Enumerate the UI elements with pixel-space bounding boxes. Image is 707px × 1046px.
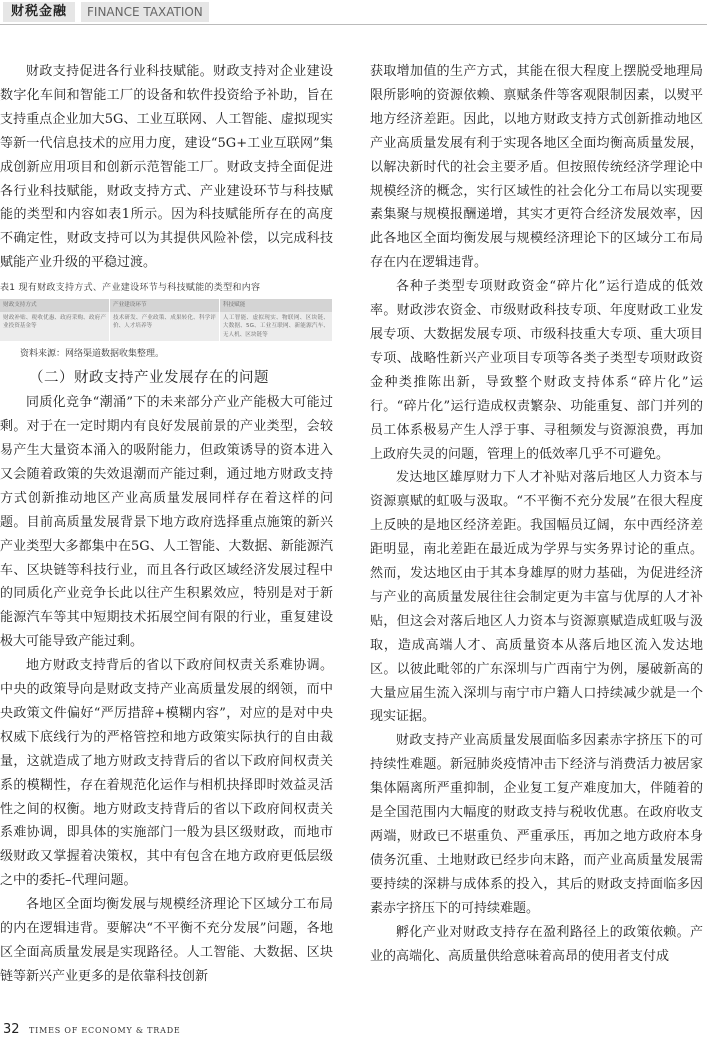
paragraph: 各地区全面均衡发展与规模经济理论下区域分工布局的内在逻辑违背。要解决“不平衡不充分发展”问题，各地区全面高质量发展是实现路径。人工智能、大数据、区块链等新兴产业更多的是依靠科技创新 bbox=[0, 897, 333, 984]
paragraph: 获取增加值的生产方式，其能在很大程度上摆脱受地理局限所影响的资源依赖、禀赋条件等客观限制因素，以熨平地方经济差距。因此，以地方财政支持方式创新推动地区产业高质量发展有利于实现各地区全面均衡高质量发展，以解决新时代的社会主要矛盾。但按照传统经济学理论中规模经济的概念，实行区域性的社会化分工布局以实现要素集聚与规模报酬递增，其实才更符合经济发展效率，因此各地区全面均衡发展与规模经济理论下的区域分工布局存在内在逻辑违背。 bbox=[370, 64, 703, 271]
section-title-en: FINANCE TAXATION bbox=[81, 2, 209, 22]
paragraph: 孵化产业对财政支持存在盈利路径上的政策依赖。产业的高端化、高质量供给意味着高昂的使用者支付成 bbox=[370, 924, 703, 964]
header-divider bbox=[0, 24, 707, 25]
page-footer bbox=[0, 1022, 707, 1042]
section-heading: （二）财政支持产业发展存在的问题 bbox=[29, 370, 269, 387]
table-header-row bbox=[0, 299, 333, 312]
table-header-cell: 财政支持方式 bbox=[0, 299, 109, 312]
table-cell: 人工智能、虚拟现实、物联网、区块链、大数据、5G、工业互联网、新能源汽车、无人机、区块链等 bbox=[219, 312, 332, 342]
table-header-cell: 产业建设环节 bbox=[109, 299, 219, 312]
paragraph: 同质化竞争“潮涌”下的未来部分产业产能极大可能过剩。对于在一定时期内有良好发展前景的产业类型，会较易产生大量资本涌入的吸附能力，但政策诱导的资本进入又会随着政策的失效退潮而产能过剩，通过地方财政支持方式创新推动地区产业高质量发展同样存在着这样的问题。目前高质量发展背景下地方政府选择重点施策的新兴产业类型大多都集中在5G、人工智能、大数据、新能源汽车、区块链等科技行业，而且各行政区域经济发展过程中的同质化产业竞争长此以往产生积累效应，特别是对于新能源汽车等其中短期技术拓展空间有限的行业，重复建设极大可能导致产能过剩。 bbox=[0, 395, 333, 650]
table-source-note: 资料来源：网络渠道数据收集整理。 bbox=[20, 349, 165, 360]
paragraph: 各种子类型专项财政资金“碎片化”运行造成的低效率。财政涉农资金、市级财政科技专项、年度财政工业发展专项、大数据发展专项、市级科技重大专项、重大项目专项、战略性新兴产业项目专项等各类子类型专项财政资金种类推陈出新，导致整个财政支持体系“碎片化”运行。“碎片化”运行造成权责繁杂、功能重复、部门并列的员工体系极易产生人浮于事、寻租频发与资源浪费，再加上政府失灵的问题，管理上的低效率几乎不可避免。 bbox=[370, 279, 703, 462]
page-number: 32 bbox=[3, 1022, 20, 1037]
table-row bbox=[0, 312, 333, 342]
table-1 bbox=[0, 299, 333, 341]
journal-name: TIMES OF ECONOMY & TRADE bbox=[29, 1026, 181, 1035]
table-cell: 技术研发、产业政策、成果转化、科学评价、人才培养等 bbox=[109, 312, 219, 342]
table-header-cell: 科技赋能 bbox=[219, 299, 332, 312]
page-header bbox=[0, 0, 707, 26]
table-cell: 财政补贴、税收优惠、政府采购、政府产业投资基金等 bbox=[0, 312, 109, 342]
paragraph: 财政支持产业高质量发展面临多因素赤字挤压下的可持续性难题。新冠肺炎疫情冲击下经济与消费活力被居家集体隔离所严重抑制，企业复工复产难度加大，伴随着的是全国范围内大幅度的财政支持与税收优惠。在政府收支两端，财政已不堪重负、严重承压，再加之地方政府本身债务沉重、土地财政已经步向末路，而产业高质量发展需要持续的深耕与成体系的投入，其后的财政支持面临多因素赤字挤压下的可持续难题。 bbox=[370, 733, 703, 916]
paragraph: 发达地区雄厚财力下人才补贴对落后地区人力资本与资源禀赋的虹吸与汲取。“不平衡不充分发展”在很大程度上反映的是地区经济差距。我国幅员辽阔，东中西经济差距明显，南北差距在最近成为学界与实务界讨论的重点。然而，发达地区由于其本身雄厚的财力基础，为促进经济与产业的高质量发展往往会制定更为丰富与优厚的人才补贴，但这会对落后地区人力资本与资源禀赋造成虹吸与汲取，造成高端人才、高质量资本从落后地区流入发达地区。以彼此毗邻的广东深圳与广西南宁为例，屡破新高的大量应届生流入深圳与南宁市户籍人口持续减少就是一个现实证据。 bbox=[370, 470, 703, 725]
paragraph: 财政支持促进各行业科技赋能。财政支持对企业建设数字化车间和智能工厂的设备和软件投资给予补助，旨在支持重点企业加大5G、工业互联网、人工智能、虚拟现实等新一代信息技术的应用力度，建设“5G+工业互联网”集成创新应用项目和创新示范智能工厂。财政支持全面促进各行业科技赋能，财政支持方式、产业建设环节与科技赋能的类型和内容如表1所示。因为科技赋能所存在的高度不确定性，财政支持可以为其提供风险补偿，以完成科技赋能产业升级的平稳过渡。 bbox=[0, 64, 333, 271]
table-caption: 表1 现有财政支持方式、产业建设环节与科技赋能的类型和内容 bbox=[0, 283, 261, 294]
left-column bbox=[0, 60, 333, 989]
right-column bbox=[370, 60, 703, 968]
paragraph: 地方财政支持背后的省以下政府间权责关系难协调。中央的政策导向是财政支持产业高质量发展的纲领，而中央政策文件偏好“严厉措辞+模糊内容”，对应的是对中央权威下底线行为的严格管控和地方政策实际执行的自由裁量，这就造成了地方财政支持背后的省以下政府间权责关系的模糊性，存在着规范化运作与相机抉择即时效益灵活性之间的权衡。地方财政支持背后的省以下政府间权责关系难协调，即具体的实施部门一般为县区级财政，而地市级财政又掌握着决策权，其中有包含在地方政府更低层级之中的委托–代理问题。 bbox=[0, 658, 333, 889]
section-title: 财税金融 bbox=[3, 2, 75, 22]
